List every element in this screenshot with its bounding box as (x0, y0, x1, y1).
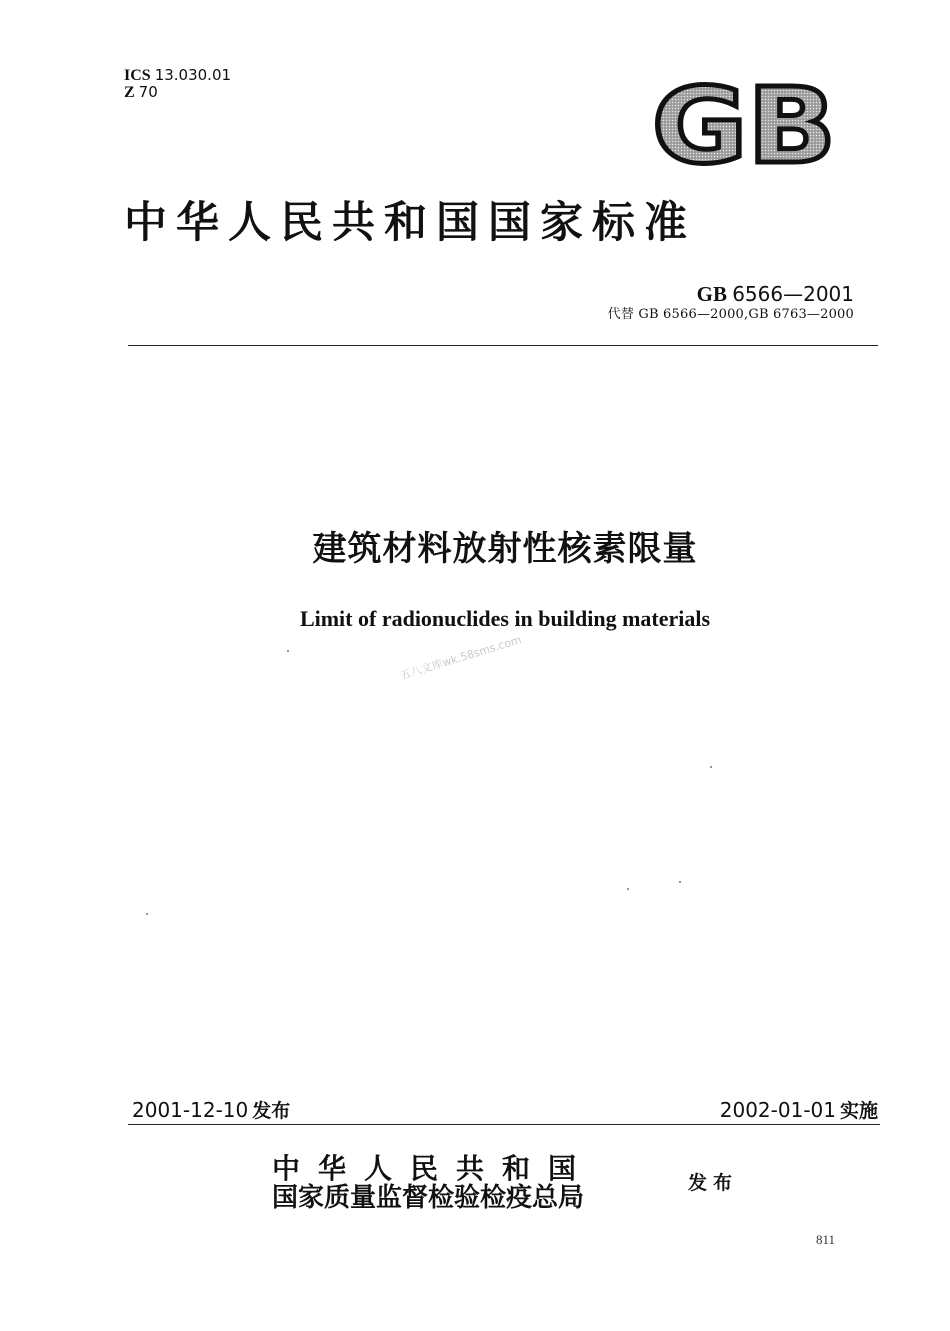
watermark: 五八文库wk.58sms.com (398, 633, 523, 683)
scan-speck (146, 913, 148, 915)
implement-date: 2002-01-01 (719, 1098, 836, 1122)
ics-code: 13.030.01 (154, 66, 232, 84)
class-label: Z (124, 84, 135, 101)
dates-bar (128, 1094, 880, 1125)
issuer-block (272, 1152, 595, 1213)
ics-label: ICS (124, 67, 151, 84)
standard-title-en: Limit of radionuclides in building materials (299, 606, 711, 631)
class-code: 70 (138, 83, 158, 101)
issue-date: 2001-12-10 (132, 1098, 249, 1122)
scan-speck (679, 881, 681, 883)
issuer-line1: 中华人民共和国 (272, 1152, 595, 1185)
page-number: 811 (816, 1232, 836, 1247)
gb-logo-text: GB (652, 74, 836, 170)
standard-number-block (608, 282, 854, 324)
scan-speck (627, 888, 629, 890)
implement-verb: 实施 (839, 1100, 878, 1122)
header-rule (128, 345, 878, 346)
implement-date-block (720, 1096, 878, 1123)
issue-date-block (132, 1096, 290, 1123)
scan-speck (287, 650, 289, 652)
issue-verb: 发布 (252, 1100, 291, 1122)
standard-title-cn: 建筑材料放射性核素限量 (312, 529, 698, 569)
ics-classification (124, 67, 231, 101)
issuer-line2: 国家质量监督检验检疫总局 (272, 1183, 585, 1213)
scan-speck (710, 766, 712, 768)
main-title: 中华人民共和国国家标准 (124, 198, 696, 248)
standard-number: 6566—2001 (732, 282, 854, 306)
gb-logo (650, 74, 840, 170)
publish-verb: 发布 (688, 1172, 739, 1194)
standard-label: GB (696, 282, 727, 306)
replaces-note: 代替 GB 6566—2000,GB 6763—2000 (607, 307, 854, 322)
